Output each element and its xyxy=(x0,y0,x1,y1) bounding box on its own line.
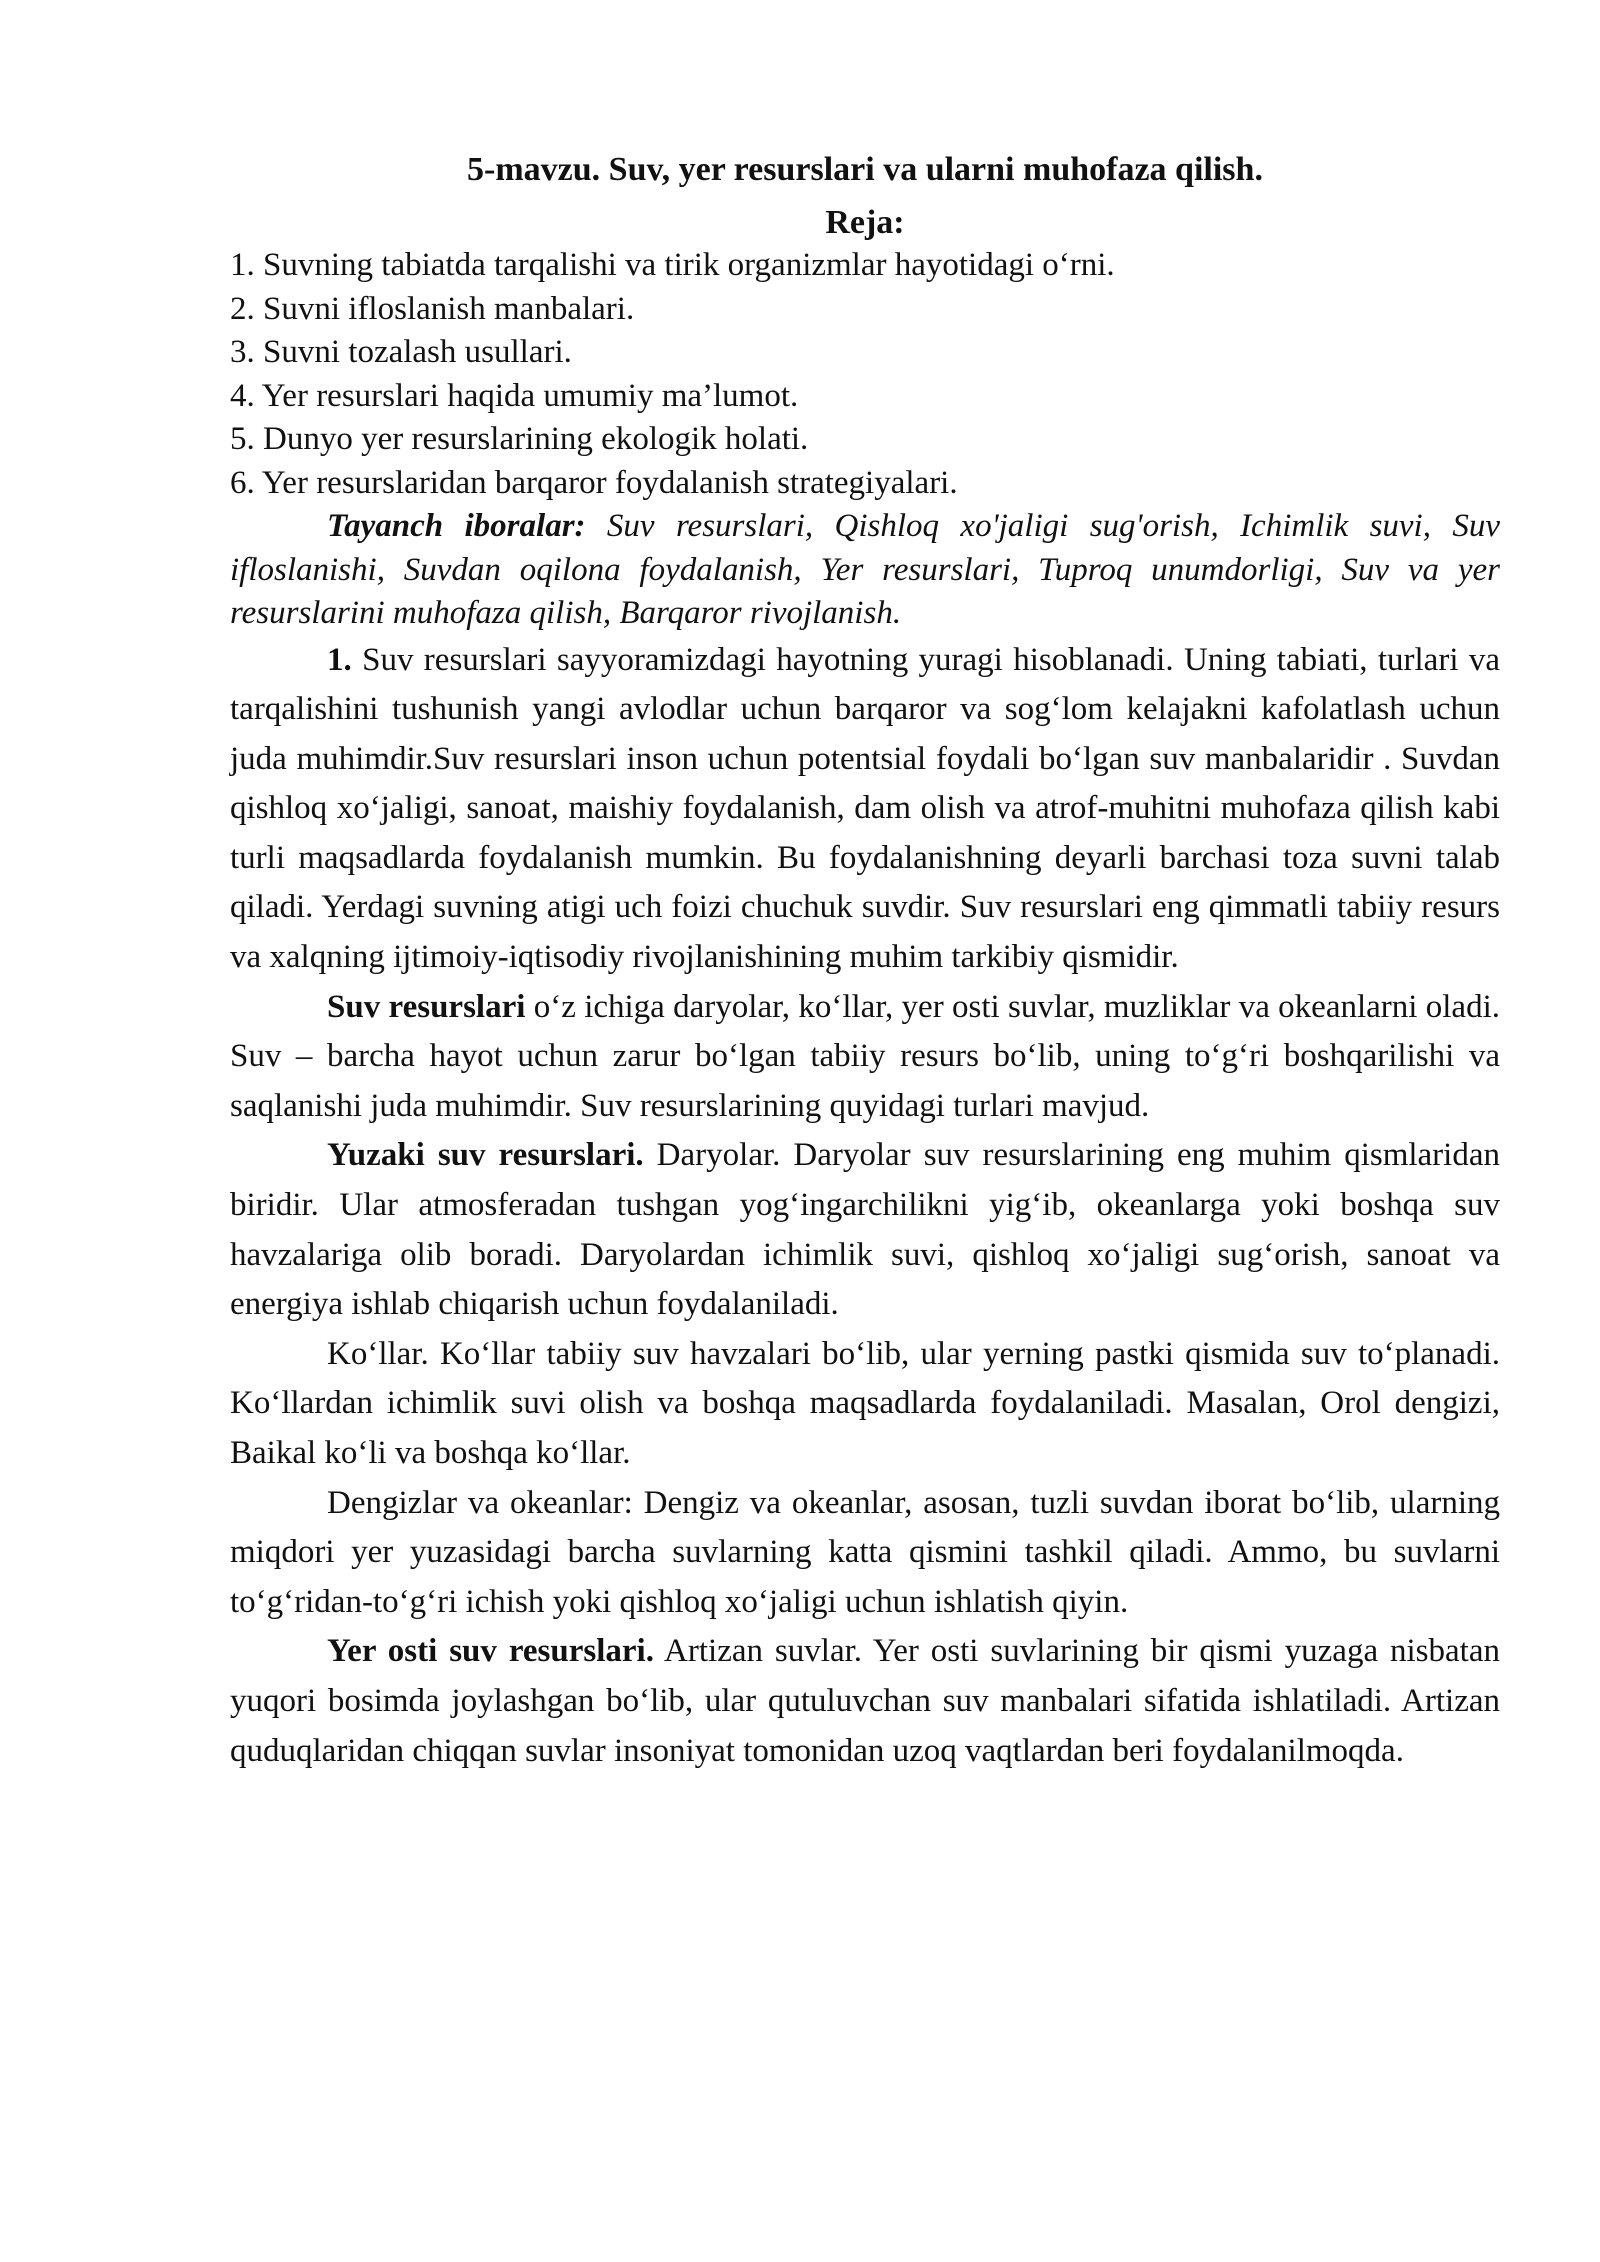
paragraph-text: o‘z ichiga daryolar, ko‘llar, yer osti suvlar, muzliklar va okeanlarni oladi. Suv – barcha hayot uchun zarur bo‘lgan tabiiy resurs bo‘lib, uning to‘g‘ri boshqarilishi va saqlanishi juda muhimdir. Suv resurslarining quyidagi turlari mavjud. xyxy=(230,988,1500,1124)
body-paragraph xyxy=(230,1479,1500,1628)
plan-item: 3. Suvni tozalash usullari. xyxy=(230,334,572,370)
paragraph-lead: Yer osti suv resurslari. xyxy=(327,1633,654,1670)
body-paragraph xyxy=(230,1330,1500,1479)
keywords-text: Suv resurslari, Qishloq xo'jaligi sug'orish, Ichimlik suvi, Suv ifloslanishi, Suvdan oqilona foydalanish, Yer resurslari, Tuproq unumdorligi, Suv va yer resurslarini muhofaza qilish, Barqaror rivojlanish. xyxy=(230,508,1501,631)
keywords-paragraph xyxy=(230,505,1500,636)
body-paragraph xyxy=(230,636,1500,983)
paragraph-lead: Suv resurslari xyxy=(327,988,526,1025)
paragraph-lead: Yuzaki suv resurslari. xyxy=(327,1137,644,1174)
paragraph-text: Dengizlar va okeanlar: Dengiz va okeanlar, asosan, tuzli suvdan iborat bo‘lib, ularning miqdori yer yuzasidagi barcha suvlarning katta qismini tashkil qiladi. Ammo, bu suvlarni to‘g‘ridan-to‘g‘ri ichish yoki qishloq xo‘jaligi uchun ishlatish qiyin. xyxy=(230,1484,1500,1620)
body-paragraph xyxy=(230,1131,1500,1329)
body-paragraph xyxy=(230,1627,1500,1776)
paragraph-text: Daryolar. Daryolar suv resurslarining eng muhim qismlaridan biridir. Ular atmosferadan tushgan yog‘ingarchilikni yig‘ib, okeanlarga yoki boshqa suv havzalariga olib boradi. Daryolardan ichimlik suvi, qishloq xo‘jaligi sug‘orish, sanoat va energiya ishlab chiqarish uchun foydalaniladi. xyxy=(230,1137,1500,1323)
paragraph-text: Ko‘llar. Ko‘llar tabiiy suv havzalari bo‘lib, ular yerning pastki qismida suv to‘planadi. Ko‘llardan ichimlik suvi olish va boshqa maqsadlarda foydalaniladi. Masalan, Orol dengizi, Baikal ko‘li va boshqa ko‘llar. xyxy=(230,1335,1500,1471)
paragraph-text: Artizan suvlar. Yer osti suvlarining bir qismi yuzaga nisbatan yuqori bosimda joylashgan bo‘lib, ular qutuluvchan suv manbalari sifatida ishlatiladi. Artizan quduqlaridan chiqqan suvlar insoniyat tomonidan uzoq vaqtlardan beri foydalanilmoqda. xyxy=(230,1633,1500,1769)
body-paragraph xyxy=(230,983,1500,1132)
plan-item: 1. Suvning tabiatda tarqalishi va tirik organizmlar hayotidagi o‘rni. xyxy=(230,247,1115,283)
plan-item: 4. Yer resurslari haqida umumiy ma’lumot. xyxy=(230,377,799,414)
plan-heading: Reja: xyxy=(825,204,905,241)
plan-item: 6. Yer resurslaridan barqaror foydalanish strategiyalari. xyxy=(230,464,958,501)
plan-item: 2. Suvni ifloslanish manbalari. xyxy=(230,290,635,327)
keywords-label: Tayanch iboralar: xyxy=(327,508,586,544)
plan-list xyxy=(230,244,1500,505)
plan-item: 5. Dunyo yer resurslarining ekologik holati. xyxy=(230,421,809,457)
paragraph-lead: 1. xyxy=(327,641,352,678)
page-title: 5-mavzu. Suv, yer resurslari va ularni muhofaza qilish. xyxy=(467,151,1263,188)
paragraph-text: Suv resurslari sayyoramizdagi hayotning yuragi hisoblanadi. Uning tabiati, turlari va tarqalishini tushunish yangi avlodlar uchun barqaror va sog‘lom kelajakni kafolatlash uchun juda muhimdir.Suv resurslari inson uchun potentsial foydali bo‘lgan suv manbalaridir . Suvdan qishloq xo‘jaligi, sanoat, maishiy foydalanish, dam olish va atrof-muhitni muhofaza qilish kabi turli maqsadlarda foydalanish mumkin. Bu foydalanishning deyarli barchasi toza suvni talab qiladi. Yerdagi suvning atigi uch foizi chuchuk suvdir. Suv resurslari eng qimmatli tabiiy resurs va xalqning ijtimoiy-iqtisodiy rivojlanishining muhim tarkibiy qismidir. xyxy=(230,641,1500,976)
